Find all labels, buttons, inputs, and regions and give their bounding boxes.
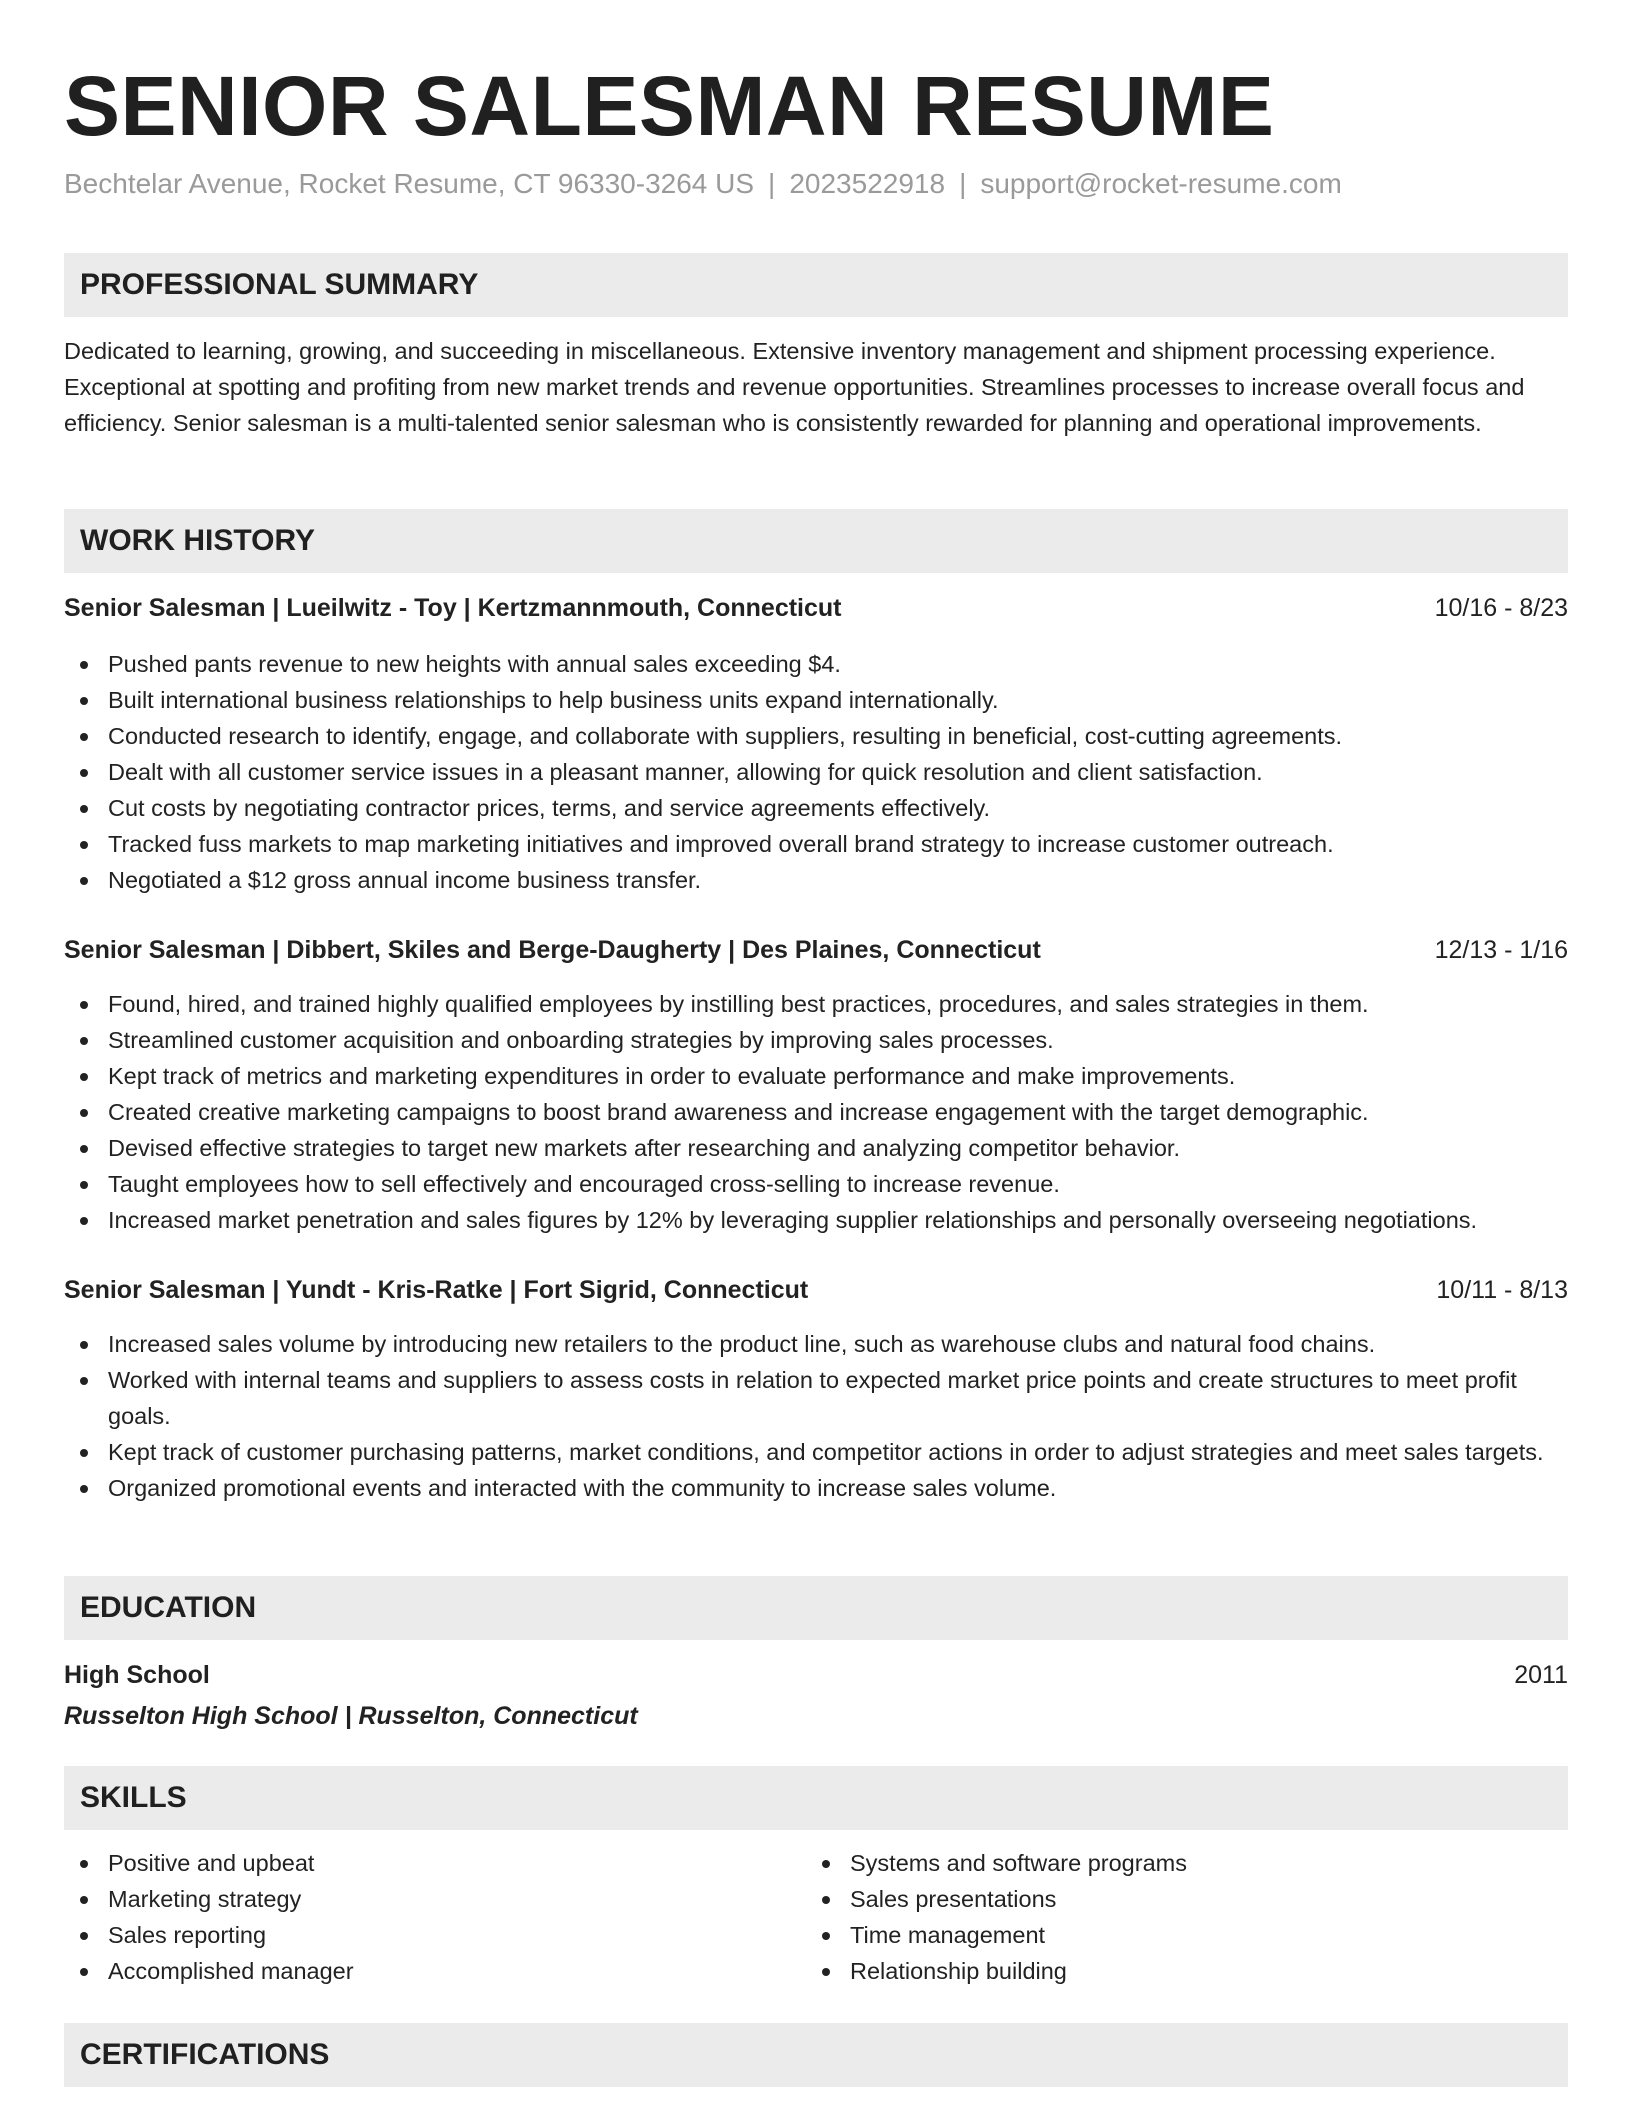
list-item: Relationship building <box>806 1953 1632 1989</box>
list-item: Devised effective strategies to target new markets after researching and analyzing competitor behavior. <box>64 1130 1568 1166</box>
job-title: Senior Salesman | Yundt - Kris-Ratke | Fort Sigrid, Connecticut <box>64 1276 809 1304</box>
resume-title: SENIOR SALESMAN RESUME <box>64 59 1275 153</box>
list-item: Pushed pants revenue to new heights with annual sales exceeding $4. <box>64 646 1568 682</box>
education-header <box>64 1657 1568 1693</box>
job-header <box>64 1272 1568 1308</box>
contact-line <box>64 166 1342 202</box>
contact-separator: | <box>768 168 776 199</box>
list-item: Built international business relationships to help business units expand internationally. <box>64 682 1568 718</box>
section-header-skills: SKILLS <box>64 1766 1568 1830</box>
list-item: Time management <box>806 1917 1632 1953</box>
job-dates: 12/13 - 1/16 <box>1434 936 1568 964</box>
job-dates: 10/16 - 8/23 <box>1434 594 1568 622</box>
list-item: Accomplished manager <box>64 1953 1568 1989</box>
job-dates: 10/11 - 8/13 <box>1436 1276 1568 1304</box>
list-item: Conducted research to identify, engage, and collaborate with suppliers, resulting in beneficial, cost-cutting agreements. <box>64 718 1568 754</box>
list-item: Kept track of customer purchasing patterns, market conditions, and competitor actions in order to adjust strategies and meet sales targets. <box>64 1434 1568 1470</box>
list-item: Marketing strategy <box>64 1881 1568 1917</box>
section-header-work-history: WORK HISTORY <box>64 509 1568 573</box>
job-header <box>64 932 1568 968</box>
list-item: Created creative marketing campaigns to boost brand awareness and increase engagement with the target demographic. <box>64 1094 1568 1130</box>
list-item: Streamlined customer acquisition and onboarding strategies by improving sales processes. <box>64 1022 1568 1058</box>
list-item: Increased market penetration and sales figures by 12% by leveraging supplier relationships and personally overseeing negotiations. <box>64 1202 1568 1238</box>
list-item: Dealt with all customer service issues in a pleasant manner, allowing for quick resolution and client satisfaction. <box>64 754 1568 790</box>
education-degree: High School <box>64 1661 210 1689</box>
contact-phone: 2023522918 <box>789 168 946 199</box>
section-header-summary: PROFESSIONAL SUMMARY <box>64 253 1568 317</box>
list-item: Tracked fuss markets to map marketing initiatives and improved overall brand strategy to increase customer outreach. <box>64 826 1568 862</box>
list-item: Positive and upbeat <box>64 1845 1568 1881</box>
list-item: Sales presentations <box>806 1881 1632 1917</box>
list-item: Taught employees how to sell effectively and encouraged cross-selling to increase revenue. <box>64 1166 1568 1202</box>
job-title: Senior Salesman | Lueilwitz - Toy | Kertzmannmouth, Connecticut <box>64 594 842 622</box>
list-item: Increased sales volume by introducing new retailers to the product line, such as warehouse clubs and natural food chains. <box>64 1326 1568 1362</box>
education-school: Russelton High School | Russelton, Connecticut <box>64 1702 638 1730</box>
contact-separator: | <box>959 168 967 199</box>
contact-address: Bechtelar Avenue, Rocket Resume, CT 96330-3264 US <box>64 168 755 199</box>
list-item: Cut costs by negotiating contractor prices, terms, and service agreements effectively. <box>64 790 1568 826</box>
contact-email: support@rocket-resume.com <box>980 168 1342 199</box>
job-title: Senior Salesman | Dibbert, Skiles and Berge-Daugherty | Des Plaines, Connecticut <box>64 936 1041 964</box>
list-item: Worked with internal teams and suppliers to assess costs in relation to expected market price points and create structures to meet profit goals. <box>64 1362 1568 1434</box>
job-header <box>64 590 1568 626</box>
list-item: Found, hired, and trained highly qualified employees by instilling best practices, procedures, and sales strategies in them. <box>64 986 1568 1022</box>
education-year: 2011 <box>1514 1661 1568 1689</box>
job-bullets <box>64 646 1568 898</box>
list-item: Systems and software programs <box>806 1845 1632 1881</box>
summary-text: Dedicated to learning, growing, and succeeding in miscellaneous. Extensive inventory management and shipment processing experience. Exceptional at spotting and profiting from new market trends and revenue opportunities. Streamlines processes to increase overall focus and efficiency. Senior salesman is a multi-talented senior salesman who is consistently rewarded for planning and operational improvements. <box>64 338 1525 436</box>
job-bullets <box>64 986 1568 1238</box>
job-bullets <box>64 1326 1568 1506</box>
list-item: Organized promotional events and interacted with the community to increase sales volume. <box>64 1470 1568 1506</box>
section-header-education: EDUCATION <box>64 1576 1568 1640</box>
list-item: Negotiated a $12 gross annual income business transfer. <box>64 862 1568 898</box>
section-header-certifications: CERTIFICATIONS <box>64 2023 1568 2087</box>
skills-list-right <box>806 1845 1632 1989</box>
list-item: Kept track of metrics and marketing expenditures in order to evaluate performance and make improvements. <box>64 1058 1568 1094</box>
list-item: Sales reporting <box>64 1917 1568 1953</box>
